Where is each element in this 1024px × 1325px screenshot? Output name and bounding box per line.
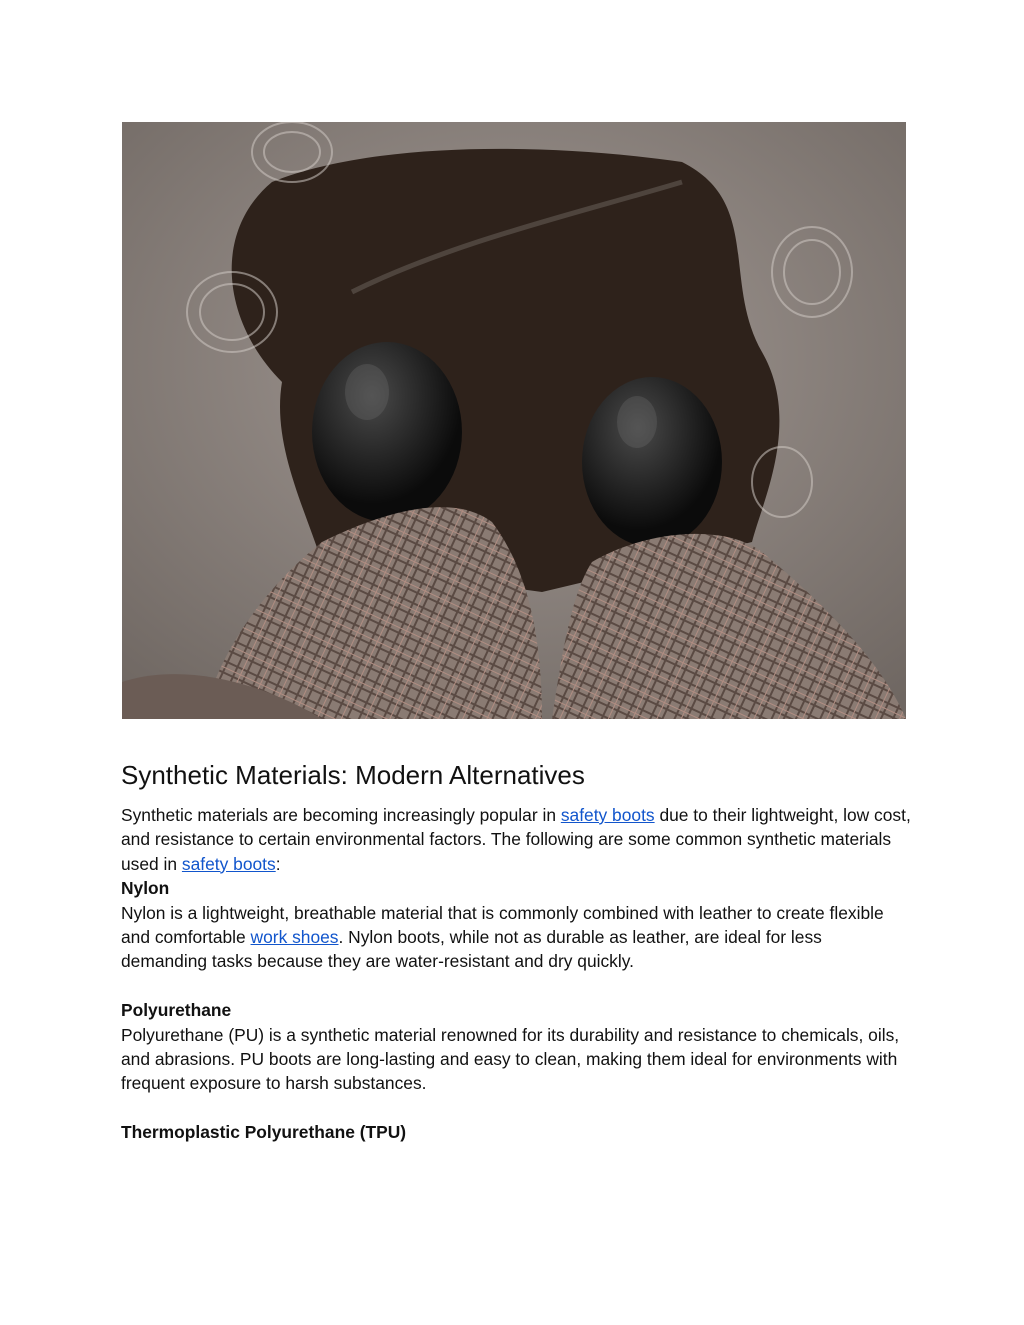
article-section [121, 760, 911, 1145]
nylon-text-2: . Nylon boots, while not as durable as leather, are ideal for less demanding tasks because they are water-resistant and dry quickly. [121, 927, 822, 972]
intro-text-2: due to their lightweight, low cost, and resistance to certain environmental factors. The following are some common synthetic materials used in [121, 805, 911, 874]
intro-text-1: Synthetic materials are becoming increasingly popular in [121, 805, 561, 825]
spacer [121, 1096, 911, 1120]
safety-boots-link-1[interactable]: safety boots [560, 805, 655, 825]
nylon-paragraph [121, 901, 911, 974]
boots-photo [122, 122, 906, 719]
intro-paragraph [121, 803, 911, 876]
polyurethane-paragraph: Polyurethane (PU) is a synthetic material renowned for its durability and resistance to chemicals, oils, and abrasions. PU boots are long-lasting and easy to clean, making them ideal for environments with frequent exposure to harsh substances. [121, 1024, 900, 1094]
nylon-heading: Nylon [121, 878, 170, 899]
section-title: Synthetic Materials: Modern Alternatives [121, 760, 585, 790]
spacer [121, 974, 911, 998]
tpu-heading: Thermoplastic Polyurethane (TPU) [121, 1122, 407, 1143]
nylon-text-1: Nylon is a lightweight, breathable material that is commonly combined with leather to create flexible and comfortable [121, 902, 884, 948]
intro-text-3: : [275, 853, 281, 874]
safety-boots-link-2[interactable]: safety boots [181, 853, 276, 874]
work-shoes-link[interactable]: work shoes [250, 927, 339, 948]
polyurethane-heading: Polyurethane [121, 1000, 232, 1021]
boots-in-puddle-image [122, 122, 906, 719]
